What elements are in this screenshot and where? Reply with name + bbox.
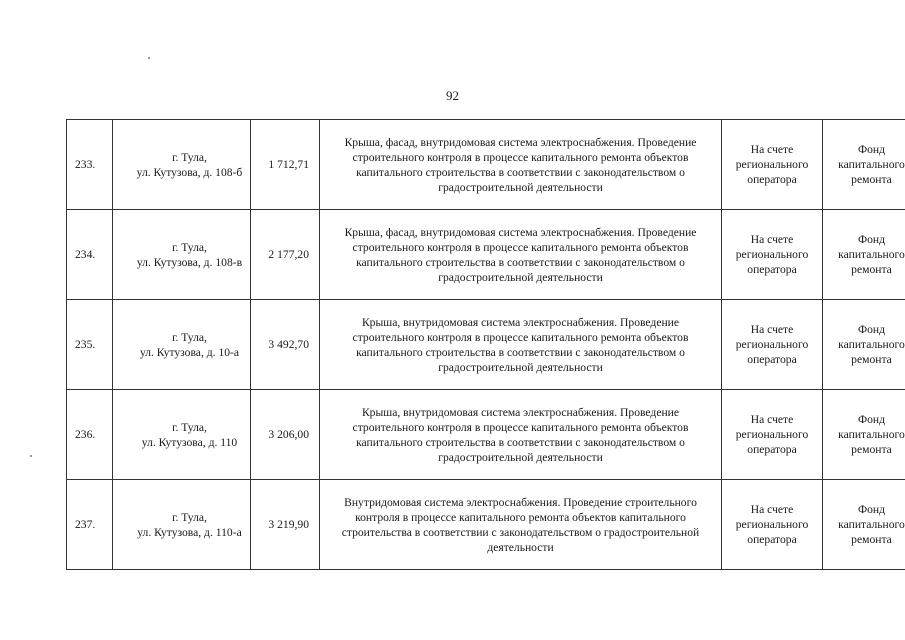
account-cell: На счете регионального оператора (722, 300, 823, 390)
account-cell: На счете регионального оператора (722, 390, 823, 480)
area-cell: 2 177,20 (251, 210, 320, 300)
repair-works-table (66, 119, 905, 570)
funding-source-cell: Фонд капитального ремонта (823, 480, 905, 570)
address-city: г. Тула, (172, 510, 207, 524)
row-number: 236. (67, 390, 113, 480)
works-cell: Крыша, внутридомовая система электроснабжения. Проведение строительного контроля в процессе капитального ремонта объектов капитального строительства в соответствии с законодательством о градостроительной деятельности (320, 300, 722, 390)
works-cell: Внутридомовая система электроснабжения. Проведение строительного контроля в процессе капитального ремонта объектов капитального строительства в соответствии с законодательством о градостроительной деятельности (320, 480, 722, 570)
table-row (67, 120, 905, 210)
area-cell: 1 712,71 (251, 120, 320, 210)
funding-source-cell: Фонд капитального ремонта (823, 210, 905, 300)
address-street: ул. Кутузова, д. 110-а (137, 525, 242, 539)
address-street: ул. Кутузова, д. 108-в (136, 255, 243, 269)
row-number: 233. (67, 120, 113, 210)
page-number: 92 (446, 88, 459, 103)
area-cell: 3 492,70 (251, 300, 320, 390)
table-row (67, 210, 905, 300)
funding-source-cell: Фонд капитального ремонта (823, 120, 905, 210)
area-cell: 3 206,00 (251, 390, 320, 480)
address-city: г. Тула, (172, 240, 207, 254)
address-cell (113, 390, 251, 480)
address-street: ул. Кутузова, д. 110 (141, 435, 238, 449)
address-cell (113, 120, 251, 210)
address-cell (113, 300, 251, 390)
row-number: 235. (67, 300, 113, 390)
table-row (67, 390, 905, 480)
table-row (67, 480, 905, 570)
works-cell: Крыша, фасад, внутридомовая система электроснабжения. Проведение строительного контроля в процессе капитального ремонта объектов капитального строительства в соответствии с законодательством о градостроительной деятельности (320, 120, 722, 210)
address-cell (113, 210, 251, 300)
area-cell: 3 219,90 (251, 480, 320, 570)
address-city: г. Тула, (172, 150, 207, 164)
account-cell: На счете регионального оператора (722, 120, 823, 210)
works-cell: Крыша, фасад, внутридомовая система электроснабжения. Проведение строительного контроля в процессе капитального ремонта объектов капитального строительства в соответствии с законодательством о градостроительной деятельности (320, 210, 722, 300)
address-street: ул. Кутузова, д. 10-а (139, 345, 240, 359)
table-row (67, 300, 905, 390)
row-number: 237. (67, 480, 113, 570)
scan-speck (30, 455, 32, 457)
address-street: ул. Кутузова, д. 108-б (136, 165, 243, 179)
funding-source-cell: Фонд капитального ремонта (823, 300, 905, 390)
scan-speck (148, 57, 150, 59)
row-number: 234. (67, 210, 113, 300)
address-city: г. Тула, (172, 330, 207, 344)
account-cell: На счете регионального оператора (722, 210, 823, 300)
address-city: г. Тула, (172, 420, 207, 434)
works-cell: Крыша, внутридомовая система электроснабжения. Проведение строительного контроля в процессе капитального ремонта объектов капитального строительства в соответствии с законодательством о градостроительной деятельности (320, 390, 722, 480)
account-cell: На счете регионального оператора (722, 480, 823, 570)
address-cell (113, 480, 251, 570)
funding-source-cell: Фонд капитального ремонта (823, 390, 905, 480)
